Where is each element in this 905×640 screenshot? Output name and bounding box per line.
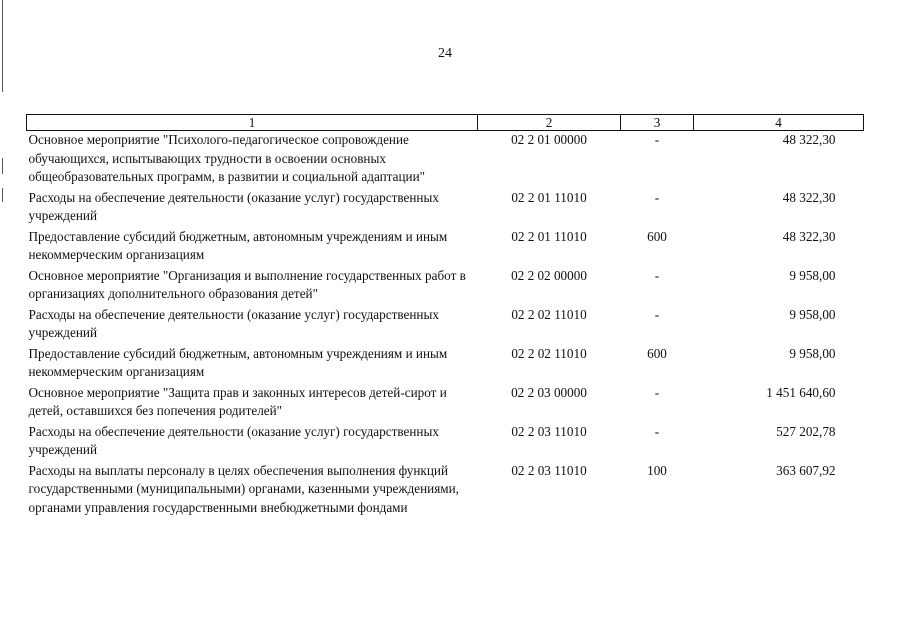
table-row (27, 345, 864, 384)
scan-edge-mark (2, 158, 3, 174)
row-expense-type: - (654, 267, 660, 283)
row-name: Расходы на обеспечение деятельности (оказание услуг) государственных учреждений (28, 423, 439, 457)
row-amount: 48 322,30 (782, 228, 836, 244)
scan-edge-mark (2, 188, 3, 202)
row-amount: 527 202,78 (776, 423, 836, 439)
row-expense-type: - (654, 423, 660, 439)
row-name: Основное мероприятие "Защита прав и законных интересов детей-сирот и детей, оставшихся без попечения родителей" (28, 384, 447, 418)
row-name: Расходы на обеспечение деятельности (оказание услуг) государственных учреждений (28, 189, 439, 223)
row-code: 02 2 03 11010 (511, 423, 587, 439)
row-expense-type: - (654, 189, 660, 205)
row-code: 02 2 01 11010 (511, 228, 587, 244)
table-row (27, 423, 864, 462)
table-row (27, 384, 864, 423)
row-expense-type: 600 (647, 345, 667, 361)
row-amount: 48 322,30 (782, 189, 836, 205)
row-amount: 9 958,00 (789, 345, 836, 361)
row-expense-type: - (654, 132, 660, 147)
header-col-3: 3 (621, 115, 694, 131)
budget-table (26, 114, 864, 517)
table-row (27, 462, 864, 518)
header-col-4: 4 (694, 115, 864, 131)
row-code: 02 2 02 11010 (511, 306, 587, 322)
table-row (27, 306, 864, 345)
header-row (27, 115, 864, 131)
header-col-1: 1 (27, 115, 478, 131)
row-name: Основное мероприятие "Организация и выполнение государственных работ в организациях дополнительного образования детей" (28, 267, 466, 301)
row-name: Предоставление субсидий бюджетным, автономным учреждениям и иным некоммерческим организациям (28, 345, 448, 379)
row-expense-type: 600 (647, 228, 667, 244)
row-code: 02 2 03 00000 (511, 384, 587, 400)
row-name: Предоставление субсидий бюджетным, автономным учреждениям и иным некоммерческим организациям (28, 228, 448, 262)
row-amount: 363 607,92 (776, 462, 836, 478)
row-amount: 48 322,30 (782, 132, 836, 147)
row-expense-type: 100 (647, 462, 667, 478)
table-row (27, 228, 864, 267)
budget-table-container (26, 114, 864, 517)
row-code: 02 2 02 00000 (511, 267, 587, 283)
row-name: Расходы на обеспечение деятельности (оказание услуг) государственных учреждений (28, 306, 439, 340)
header-col-2: 2 (478, 115, 621, 131)
row-amount: 9 958,00 (789, 267, 836, 283)
table-row (27, 131, 864, 189)
table-row (27, 267, 864, 306)
row-code: 02 2 03 11010 (511, 462, 587, 478)
row-name: Расходы на выплаты персоналу в целях обеспечения выполнения функций государственными (муниципальными) органами, казенными учреждениями, органами управления государственными внебюджетными фондами (28, 462, 459, 515)
row-name: Основное мероприятие "Психолого-педагогическое сопровождение обучающихся, испытывающих трудности в освоении основных общеобразовательных программ, в развитии и социальной адаптации" (28, 132, 426, 184)
row-code: 02 2 01 00000 (511, 132, 587, 147)
row-amount: 9 958,00 (789, 306, 836, 322)
row-expense-type: - (654, 306, 660, 322)
row-expense-type: - (654, 384, 660, 400)
row-code: 02 2 02 11010 (511, 345, 587, 361)
row-amount: 1 451 640,60 (766, 384, 836, 400)
row-code: 02 2 01 11010 (511, 189, 587, 205)
page-number: 24 (438, 46, 452, 61)
table-row (27, 189, 864, 228)
